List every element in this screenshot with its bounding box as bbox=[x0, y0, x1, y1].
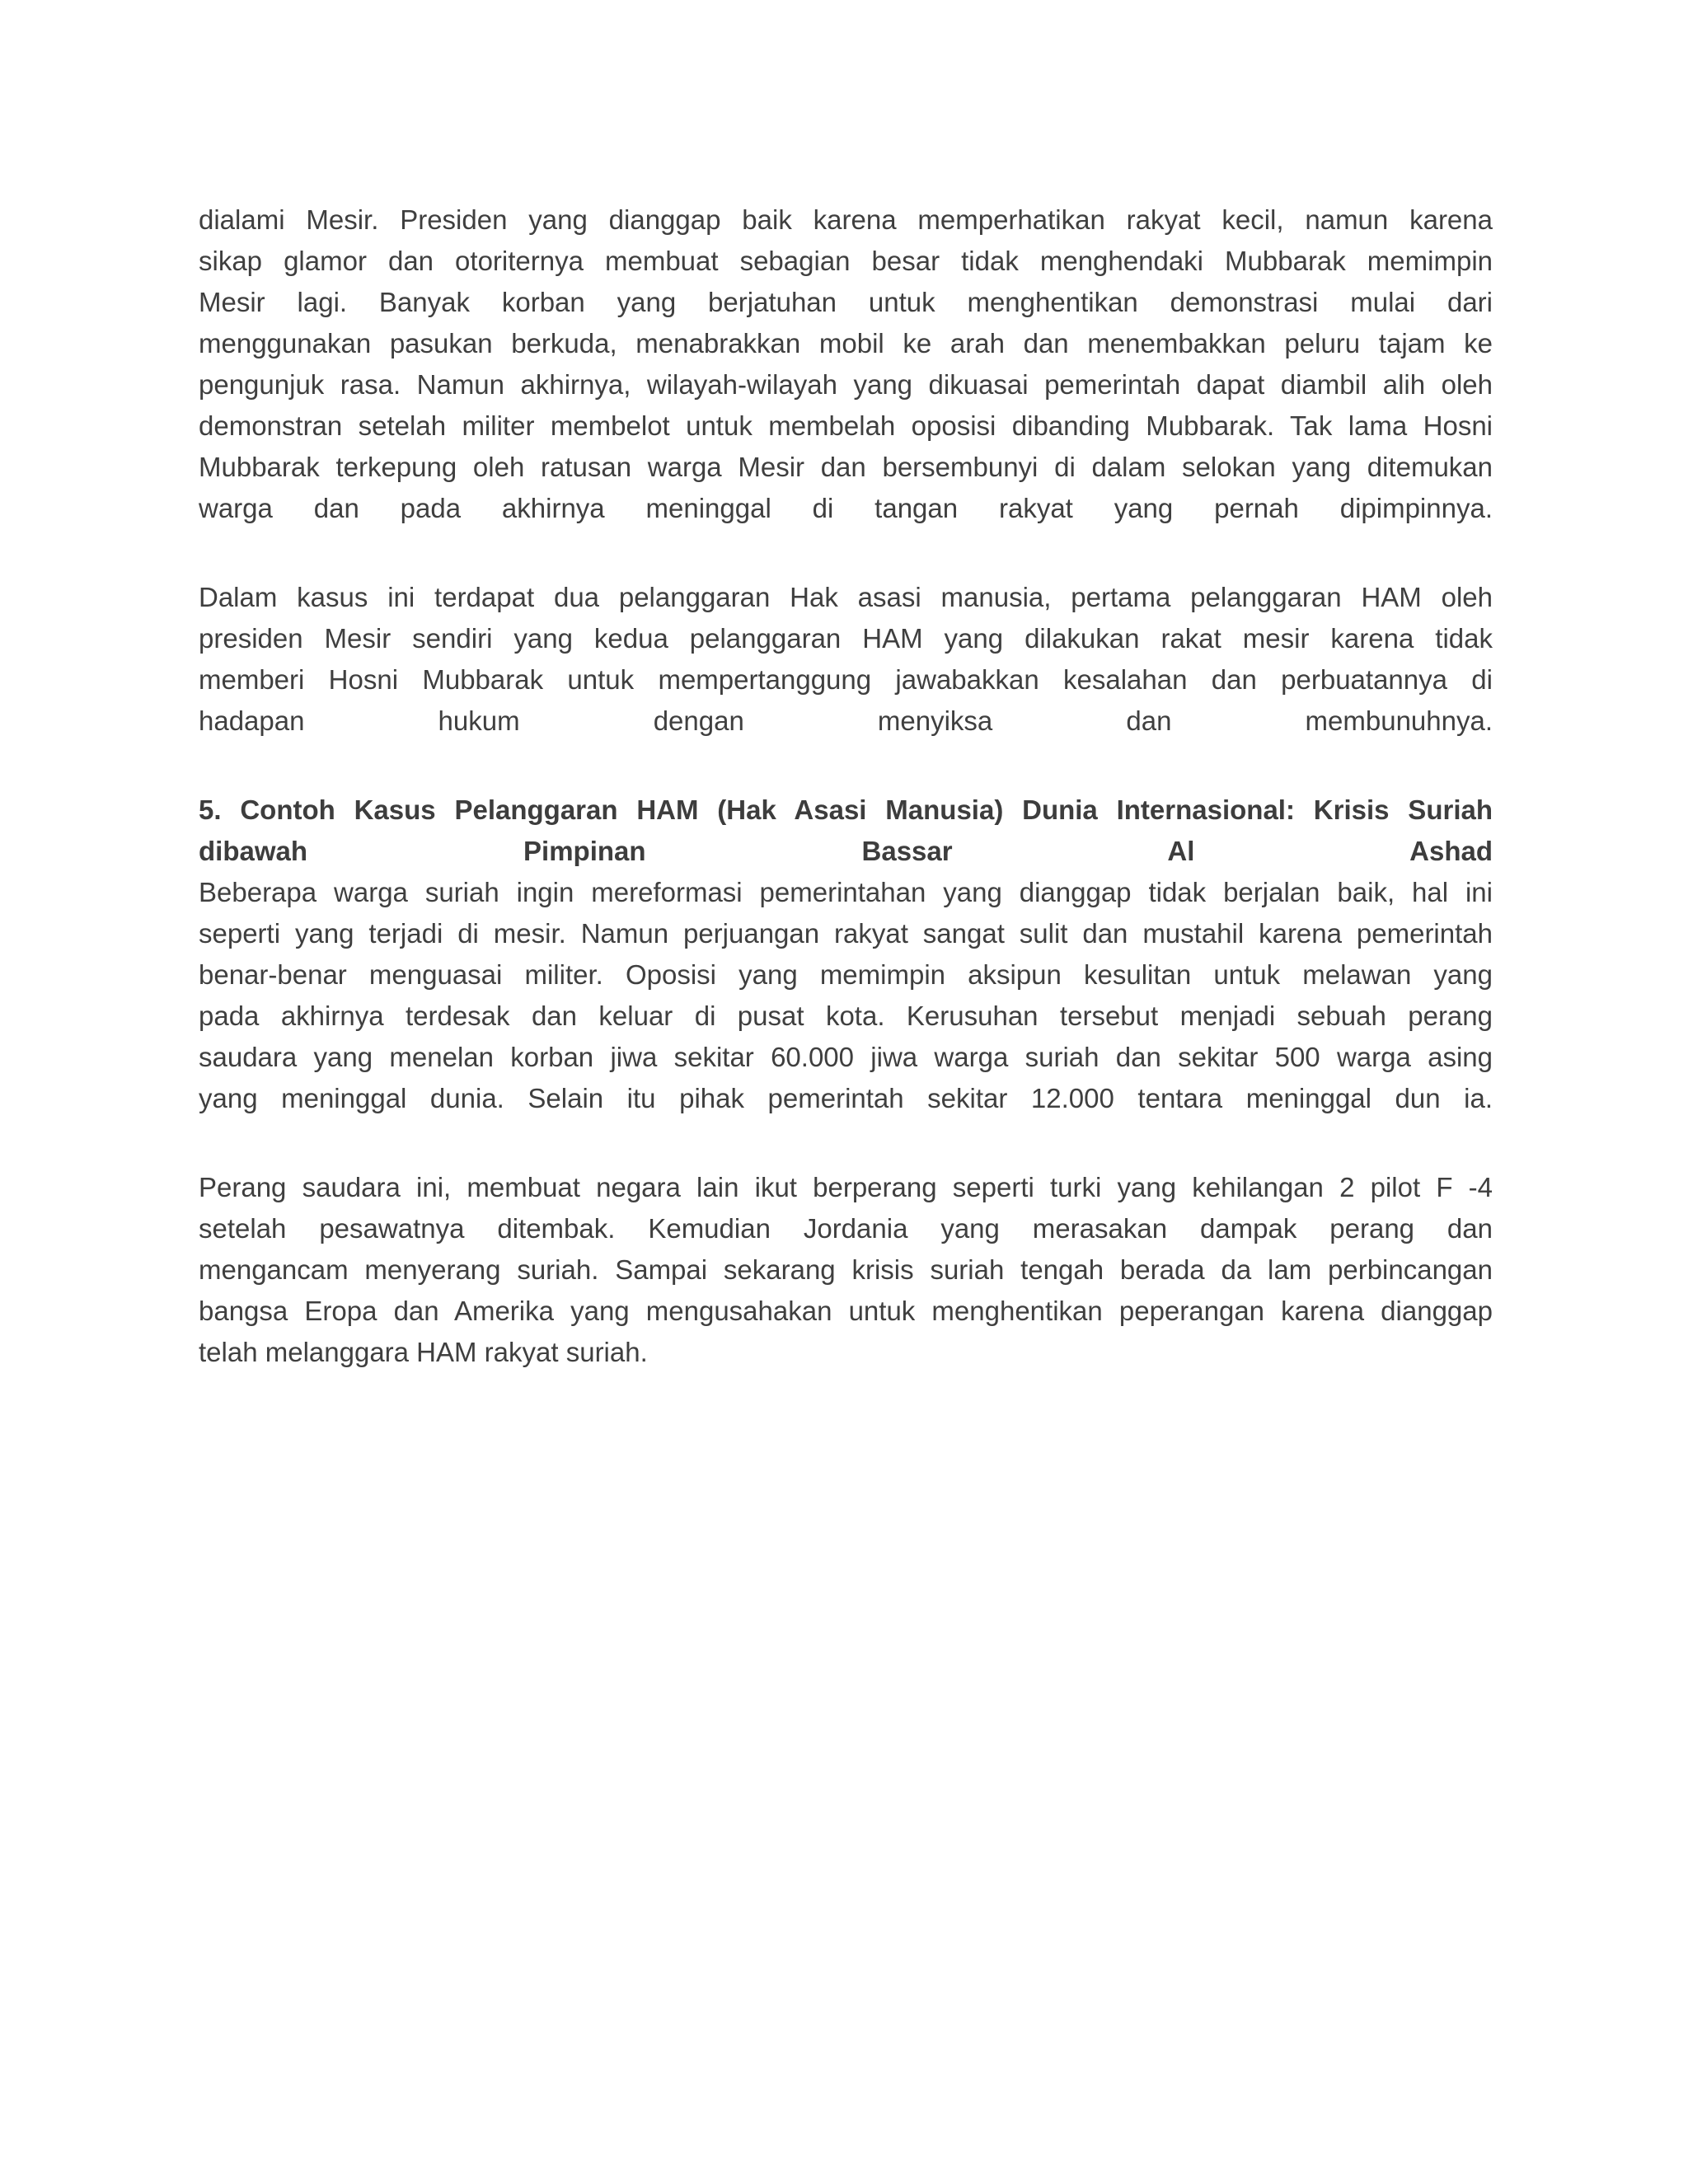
text-line: pengunjuk rasa. Namun akhirnya, wilayah-wilayah yang dikuasai pemerintah dapat diambil alih oleh bbox=[199, 369, 1493, 400]
text-line: Mubbarak terkepung oleh ratusan warga Mesir dan bersembunyi di dalam selokan yang ditemukan bbox=[199, 452, 1493, 482]
text-line: benar-benar menguasai militer. Oposisi yang memimpin aksipun kesulitan untuk melawan yang bbox=[199, 959, 1493, 990]
text-line: Beberapa warga suriah ingin mereformasi pemerintahan yang dianggap tidak berjalan baik, hal ini bbox=[199, 877, 1493, 907]
text-line: seperti yang terjadi di mesir. Namun perjuangan rakyat sangat sulit dan mustahil karena pemerintah bbox=[199, 918, 1493, 949]
paragraph-spacer bbox=[199, 742, 1493, 790]
text-line: yang meninggal dunia. Selain itu pihak pemerintah sekitar 12.000 tentara meninggal dun ia. bbox=[199, 1083, 1493, 1113]
section-heading-5 bbox=[199, 790, 1493, 872]
text-line: memberi Hosni Mubbarak untuk mempertanggung jawabakkan kesalahan dan perbuatannya di bbox=[199, 664, 1493, 695]
text-line: 5. Contoh Kasus Pelanggaran HAM (Hak Asasi Manusia) Dunia Internasional: Krisis Suriah bbox=[199, 794, 1493, 825]
paragraph-spacer bbox=[199, 1119, 1493, 1167]
text-line: mengancam menyerang suriah. Sampai sekarang krisis suriah tengah berada da lam perbincangan bbox=[199, 1254, 1493, 1285]
paragraph-international-impact bbox=[199, 1167, 1493, 1373]
text-line: Perang saudara ini, membuat negara lain ikut berperang seperti turki yang kehilangan 2 pilot F -4 bbox=[199, 1172, 1493, 1202]
paragraph-two-violations bbox=[199, 577, 1493, 742]
text-line: Mesir lagi. Banyak korban yang berjatuhan untuk menghentikan demonstrasi mulai dari bbox=[199, 287, 1493, 317]
text-line: dibawah Pimpinan Bassar Al Ashad bbox=[199, 836, 1493, 866]
text-line: warga dan pada akhirnya meninggal di tangan rakyat yang pernah dipimpinnya. bbox=[199, 493, 1493, 523]
text-line: dialami Mesir. Presiden yang dianggap baik karena memperhatikan rakyat kecil, namun karena bbox=[199, 204, 1493, 235]
text-line: pada akhirnya terdesak dan keluar di pusat kota. Kerusuhan tersebut menjadi sebuah perang bbox=[199, 1001, 1493, 1031]
paragraph-mubarak-aftermath bbox=[199, 199, 1493, 529]
paragraph-spacer bbox=[199, 529, 1493, 577]
text-line: demonstran setelah militer membelot untuk membelah oposisi dibanding Mubbarak. Tak lama Hosni bbox=[199, 410, 1493, 441]
text-line: setelah pesawatnya ditembak. Kemudian Jordania yang merasakan dampak perang dan bbox=[199, 1213, 1493, 1244]
text-line: bangsa Eropa dan Amerika yang mengusahakan untuk menghentikan peperangan karena dianggap bbox=[199, 1296, 1493, 1326]
text-line: menggunakan pasukan berkuda, menabrakkan mobil ke arah dan menembakkan peluru tajam ke bbox=[199, 328, 1493, 359]
text-line: hadapan hukum dengan menyiksa dan membunuhnya. bbox=[199, 705, 1493, 736]
text-line: presiden Mesir sendiri yang kedua pelanggaran HAM yang dilakukan rakat mesir karena tidak bbox=[199, 623, 1493, 654]
text-line: saudara yang menelan korban jiwa sekitar 60.000 jiwa warga suriah dan sekitar 500 warga asing bbox=[199, 1042, 1493, 1072]
text-line: telah melanggara HAM rakyat suriah. bbox=[199, 1337, 648, 1367]
text-line: Dalam kasus ini terdapat dua pelanggaran Hak asasi manusia, pertama pelanggaran HAM oleh bbox=[199, 582, 1493, 612]
text-line: sikap glamor dan otoriternya membuat sebagian besar tidak menghendaki Mubbarak memimpin bbox=[199, 246, 1493, 276]
paragraph-syria-crisis bbox=[199, 872, 1493, 1119]
